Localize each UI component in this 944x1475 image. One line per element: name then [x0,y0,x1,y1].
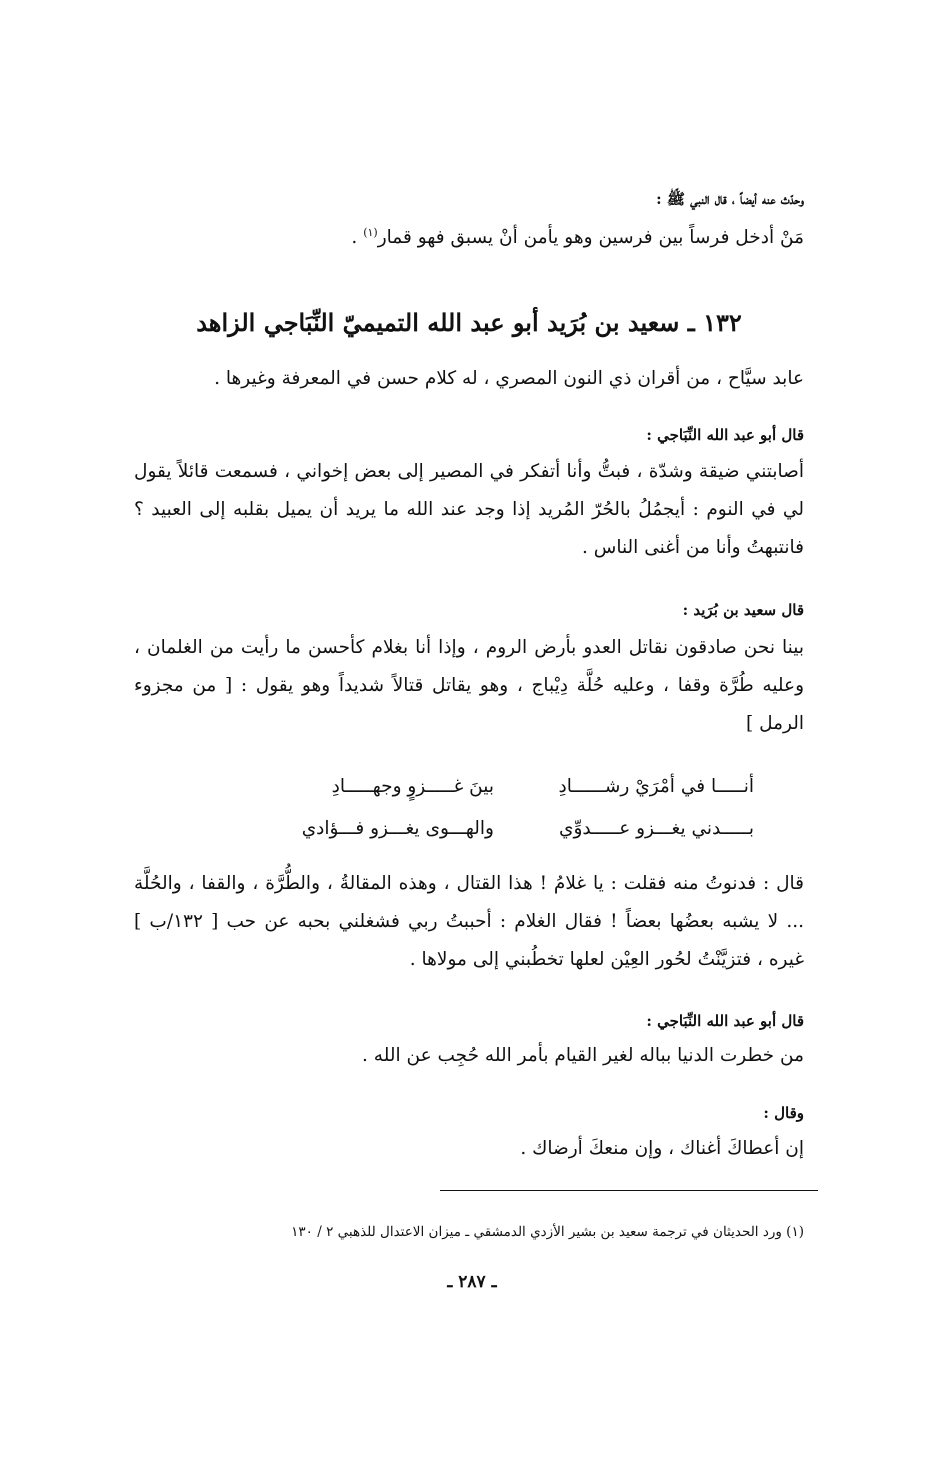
footnote-marker: (١) [363,226,378,239]
verse-line-1-first: أنـــــا في أمْرَيْ رشــــــادِ [558,776,754,797]
section-label-4: وقال : [763,1104,804,1122]
biography-title: ١٣٢ ـ سعيد بن بُرَيد أبو عبد الله التميميّ النِّبَاجي الزاهد [196,308,742,337]
hadith-body: مَنْ أدخل فرساً بين فرسين وهو يأمن أنْ يسبق فهو قمار [377,227,804,249]
hadith-text [134,226,804,248]
section-label-3: قال أبو عبد الله النِّبَاجي : [646,1012,804,1030]
paragraph-5: إن أعطاكَ أغناك ، وإن منعكَ أرضاك . [520,1138,804,1159]
intro-text: عابد سيَّاح ، من أقران ذي النون المصري ، له كلام حسن في المعرفة وغيرها . [214,368,804,389]
hadith-label: وحدّث عنه أيضاً ، قال النبي ﷺ : [656,190,804,208]
verse-line-1-second: بينَ غـــــزوٍ وجهـــــادِ [331,776,494,797]
paragraph-1: أصابتني ضيقة وشدّة ، فبتُّ وأنا أتفكر في المصير إلى بعض إخواني ، فسمعت قائلاً يقول لي في النوم : أيجمُلُ بالحُرّ المُريد إذا وجد عند الله ما يريد أن يميل بقلبه إلى العبيد ؟ فانتبهتُ وأنا من أغنى الناس . [134,461,804,558]
footnote-divider [440,1190,818,1191]
hadith-end: . [351,227,364,249]
verse-line-2-first: بـــــدني يغـــزو عـــــدوِّي [558,818,754,839]
paragraph-4: من خطرت الدنيا بباله لغير القيام بأمر الله حُجِب عن الله . [362,1045,804,1066]
footnote-text: (١) ورد الحديثان في ترجمة سعيد بن بشير الأزدي الدمشقي ـ ميزان الاعتدال للذهبي ٢ / ١٣٠ [291,1224,804,1240]
section-label-2: قال سعيد بن بُرَيد : [682,601,804,619]
page-number: ـ ٢٨٧ ـ [447,1272,497,1292]
verse-line-2-second: والهـــوى يغـــزو فـــؤادي [301,818,494,839]
section-label-1: قال أبو عبد الله النِّبَاجي : [646,426,804,444]
paragraph-2: بينا نحن صادقون نقاتل العدو بأرض الروم ، وإذا أنا بغلام كأحسن ما رأيت من الغلمان ، وعليه طُرَّة وقفا ، وعليه حُلَّة دِيْباج ، وهو يقاتل قتالاً شديداً وهو يقول : [ من مجزوء الرمل ] [134,637,804,734]
paragraph-3: قال : فدنوتُ منه فقلت : يا غلامُ ! هذا القتال ، وهذه المقالةُ ، والطُّرَّة ، والقفا ، والحُلَّة ... لا يشبه بعضُها بعضاً ! فقال الغلام : أحببتُ ربي فشغلني بحبه عن حب [ ١٣٢/ب ] غيره ، فتزيَّنْتُ لحُور العِيْن لعلها تخطُبني إلى مولاها . [134,873,805,970]
